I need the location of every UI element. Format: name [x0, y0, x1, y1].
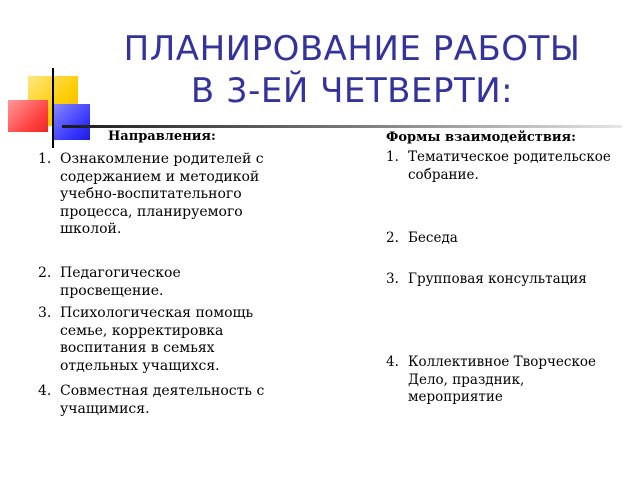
list-item — [386, 354, 616, 407]
list-item — [386, 230, 616, 248]
list-item — [38, 383, 288, 418]
left-column-heading: Направления: — [108, 129, 216, 144]
list-item-number: 3. — [38, 305, 52, 321]
list-item-text: Тематическое родительское собрание. — [408, 149, 611, 183]
slide-title-line-2: В 3-ЕЙ ЧЕТВЕРТИ: — [190, 71, 514, 111]
list-item — [38, 151, 288, 239]
list-item-number: 4. — [38, 383, 52, 399]
list-item-number: 1. — [386, 149, 399, 165]
list-item-number: 2. — [38, 265, 52, 281]
list-item-text: Коллективное Творческое Дело, праздник, мероприятие — [408, 354, 597, 405]
list-item — [386, 149, 616, 184]
slide-title — [82, 28, 622, 112]
list-item — [38, 305, 288, 375]
list-item-text: Групповая консультация — [408, 271, 587, 287]
list-item-text: Совместная деятельность с учащимися. — [60, 383, 265, 417]
list-item-number: 2. — [386, 230, 399, 246]
slide-title-line-1: ПЛАНИРОВАНИЕ РАБОТЫ — [123, 29, 581, 69]
title-divider — [62, 125, 622, 128]
list-item-text: Беседа — [408, 230, 458, 246]
decor-vertical-line — [52, 68, 54, 148]
list-item-text: Психологическая помощь семье, корректировка воспитания в семьях отдельных учащихся. — [60, 305, 254, 374]
list-item-number: 3. — [386, 271, 399, 287]
decor-red-square — [8, 100, 48, 132]
list-item — [38, 265, 288, 300]
list-item-text: Ознакомление родителей с содержанием и методикой учебно-воспитательного процесса, планируемого школой. — [60, 151, 264, 237]
list-item-number: 1. — [38, 151, 52, 167]
list-item-number: 4. — [386, 354, 399, 370]
list-item — [386, 271, 616, 289]
list-item-text: Педагогическое просвещение. — [60, 265, 181, 299]
right-column-heading: Формы взаимодействия: — [386, 130, 576, 145]
